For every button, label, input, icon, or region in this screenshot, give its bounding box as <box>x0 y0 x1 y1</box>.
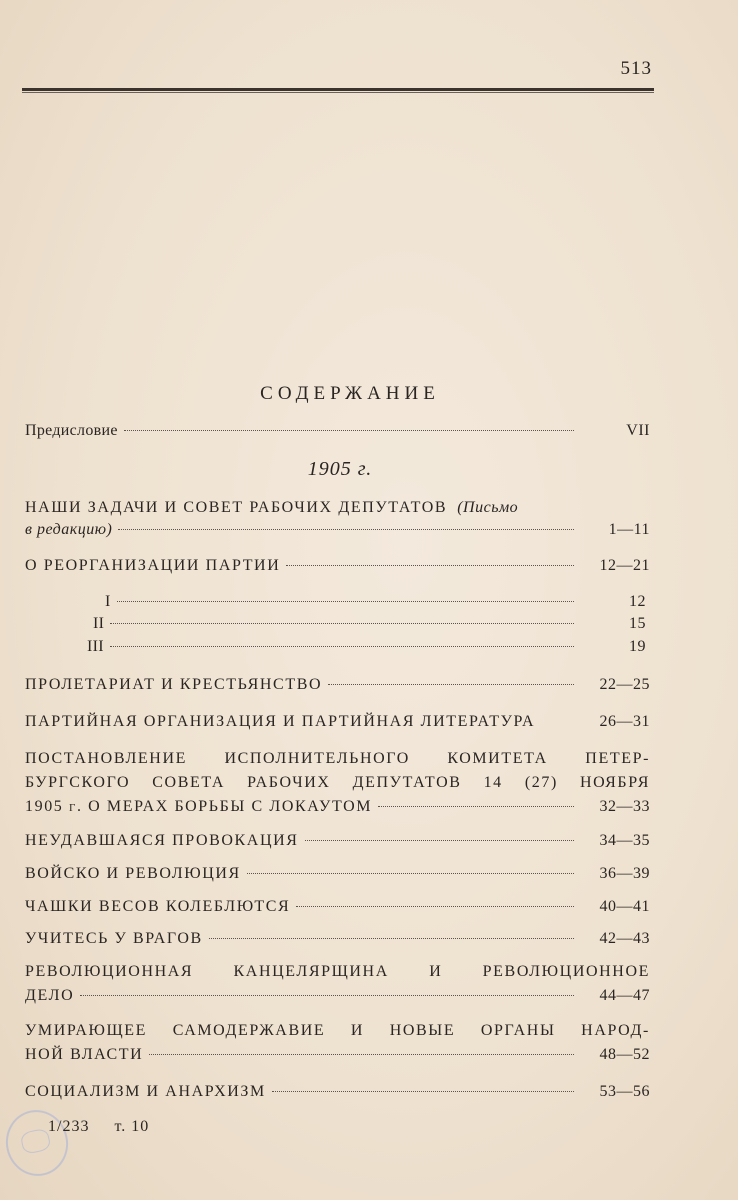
toc-entry-line <box>25 962 650 982</box>
toc-entry <box>25 897 650 917</box>
toc-word: ОРГАНЫ <box>480 1022 556 1039</box>
toc-entry-title: НОЙ ВЛАСТИ <box>25 1046 144 1063</box>
page-number: 513 <box>620 58 652 79</box>
toc-entry-note: (Письмо <box>457 499 519 516</box>
toc-entry-title: I <box>105 593 111 610</box>
toc-entry <box>25 675 650 695</box>
toc-entry-page: 12—21 <box>599 557 650 574</box>
toc-entry-page: 48—52 <box>599 1046 650 1063</box>
toc-entry <box>25 1082 650 1102</box>
toc-entry <box>25 986 650 1006</box>
toc-entry-page: 42—43 <box>599 930 650 947</box>
printer-imprint <box>48 1118 149 1136</box>
leader-dots <box>272 1091 574 1092</box>
toc-subentry <box>87 637 650 657</box>
toc-entry-title: ЧАШКИ ВЕСОВ КОЛЕБЛЮТСЯ <box>25 898 291 915</box>
header-rule <box>22 88 654 93</box>
leader-dots <box>149 1054 574 1055</box>
toc-entry-title: III <box>87 638 104 655</box>
toc-word: НОВЫЕ <box>389 1022 456 1039</box>
toc-word: ПЕТЕР- <box>585 750 650 767</box>
toc-word: НАРОД- <box>581 1022 650 1039</box>
toc-entry-note: в редакцию) <box>25 521 113 538</box>
toc-entry <box>25 797 650 817</box>
toc-entry-title: ДЕЛО <box>25 987 75 1004</box>
toc-entry-page: 32—33 <box>599 798 650 815</box>
library-stamp <box>0 1104 74 1181</box>
leader-dots <box>110 623 574 624</box>
toc-word: СОВЕТА <box>152 774 226 791</box>
toc-entry-page: 1—11 <box>608 521 650 538</box>
toc-entry-page: 40—41 <box>599 898 650 915</box>
toc-entry-page: 44—47 <box>599 987 650 1004</box>
toc-entry-page: 34—35 <box>599 832 650 849</box>
leader-dots <box>209 938 574 939</box>
toc-word: ДЕПУТАТОВ <box>352 774 462 791</box>
toc-word: ПОСТАНОВЛЕНИЕ <box>25 750 187 767</box>
toc-entry-page: 53—56 <box>599 1083 650 1100</box>
toc-word: РЕВОЛЮЦИОННОЕ <box>482 963 650 980</box>
toc-subentry <box>93 614 650 634</box>
toc-word: И <box>350 1022 365 1039</box>
toc-entry-title: НЕУДАВШАЯСЯ ПРОВОКАЦИЯ <box>25 832 299 849</box>
toc-word: ИСПОЛНИТЕЛЬНОГО <box>224 750 410 767</box>
toc-word: КОМИТЕТА <box>447 750 548 767</box>
toc-word: УМИРАЮЩЕЕ <box>25 1022 148 1039</box>
leader-dots <box>80 995 574 996</box>
toc-entry-title: О РЕОРГАНИЗАЦИИ ПАРТИИ <box>25 557 281 574</box>
leader-dots <box>286 565 574 566</box>
signature-mark: 1/233 <box>48 1118 90 1135</box>
toc-entry <box>25 929 650 949</box>
leader-dots <box>328 684 574 685</box>
toc-word: НОЯБРЯ <box>580 774 650 791</box>
toc-word: САМОДЕРЖАВИЕ <box>172 1022 326 1039</box>
leader-dots <box>110 646 574 647</box>
leader-dots <box>117 601 574 602</box>
toc-entry-line <box>25 1021 650 1041</box>
toc-entry-title: ВОЙСКО И РЕВОЛЮЦИЯ <box>25 865 241 882</box>
contents-heading: СОДЕРЖАНИЕ <box>260 383 440 404</box>
toc-word: И <box>429 963 443 980</box>
toc-entry-line <box>25 749 650 769</box>
toc-entry-title: II <box>93 615 105 632</box>
leader-dots <box>296 906 574 907</box>
toc-word: РАБОЧИХ <box>247 774 331 791</box>
leader-dots <box>124 430 574 431</box>
toc-subentry <box>105 592 650 612</box>
toc-word: КАНЦЕЛЯРЩИНА <box>233 963 389 980</box>
leader-dots <box>378 806 574 807</box>
leader-dots <box>247 873 574 874</box>
toc-entry <box>25 831 650 851</box>
toc-entry <box>25 498 650 518</box>
toc-entry-title: ПРОЛЕТАРИАТ И КРЕСТЬЯНСТВО <box>25 676 323 693</box>
toc-entry-preface <box>25 421 650 441</box>
toc-entry-title: НАШИ ЗАДАЧИ И СОВЕТ РАБОЧИХ ДЕПУТАТОВ <box>25 499 448 516</box>
toc-word: РЕВОЛЮЦИОННАЯ <box>25 963 194 980</box>
toc-entry-title: СОЦИАЛИЗМ И АНАРХИЗМ <box>25 1083 266 1100</box>
year-heading: 1905 г. <box>307 458 373 480</box>
leader-dots <box>118 529 574 530</box>
toc-entry-line <box>25 773 650 793</box>
toc-entry <box>25 556 650 576</box>
toc-entry-title: 1905 г. О МЕРАХ БОРЬБЫ С ЛОКАУТОМ <box>25 798 373 815</box>
toc-word: (27) <box>524 774 558 791</box>
toc-entry-page: 36—39 <box>599 865 650 882</box>
toc-entry-page: VII <box>626 422 650 439</box>
leader-dots <box>305 840 574 841</box>
toc-entry <box>25 864 650 884</box>
toc-entry-continuation <box>25 520 650 540</box>
toc-entry <box>25 1045 650 1065</box>
volume-mark: т. 10 <box>114 1118 150 1135</box>
toc-entry <box>25 712 650 732</box>
toc-entry-page: 15 <box>629 615 646 632</box>
toc-entry-page: 26—31 <box>599 713 650 730</box>
toc-entry-title: ПАРТИЙНАЯ ОРГАНИЗАЦИЯ И ПАРТИЙНАЯ ЛИТЕРАТУРА <box>25 713 536 730</box>
toc-entry-page: 22—25 <box>599 676 650 693</box>
toc-word: БУРГСКОГО <box>25 774 131 791</box>
toc-entry-title: УЧИТЕСЬ У ВРАГОВ <box>25 930 203 947</box>
toc-word: 14 <box>483 774 503 791</box>
toc-entry-title: Предисловие <box>25 422 118 439</box>
toc-entry-page: 19 <box>629 638 646 655</box>
toc-entry-page: 12 <box>629 593 646 610</box>
